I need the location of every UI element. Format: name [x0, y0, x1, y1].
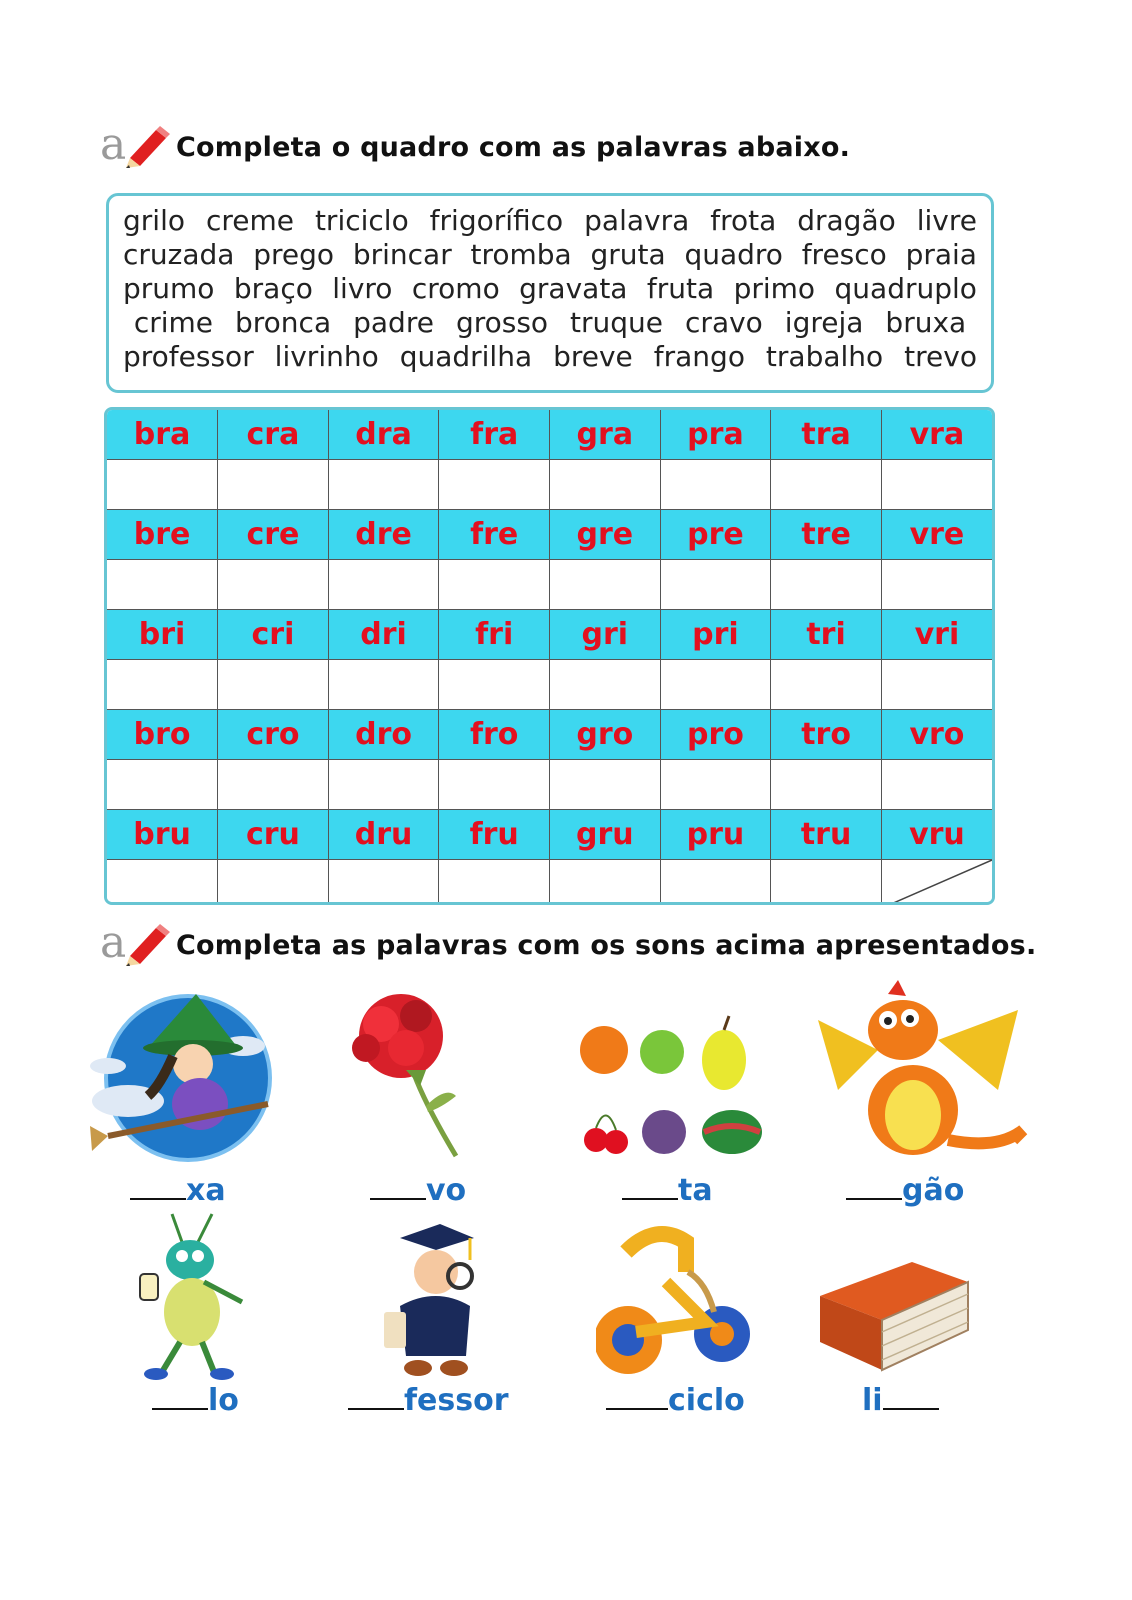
- syllable-cell: fro: [439, 710, 550, 760]
- answer-cell[interactable]: [439, 460, 550, 510]
- answer-row: [107, 660, 992, 710]
- word-line: [123, 272, 977, 306]
- answer-cell[interactable]: [881, 660, 992, 710]
- word-bank: [106, 193, 994, 393]
- fill-word-7: [606, 1383, 745, 1418]
- fill-word-3: [622, 1173, 713, 1208]
- word: professor: [123, 340, 254, 373]
- pencil-logo-icon: a: [100, 922, 172, 968]
- answer-cell[interactable]: [439, 560, 550, 610]
- answer-cell[interactable]: [107, 460, 218, 510]
- answer-cell[interactable]: [771, 660, 882, 710]
- instruction-2: [100, 917, 1037, 968]
- syllable-cell: tru: [771, 810, 882, 860]
- answer-cell[interactable]: [328, 860, 439, 906]
- instruction-1-text: Completa o quadro com as palavras abaixo.: [176, 131, 851, 163]
- syllable-cell: pro: [660, 710, 771, 760]
- syllable-cell: gra: [550, 410, 661, 460]
- blank-line[interactable]: [152, 1384, 208, 1410]
- answer-cell[interactable]: [328, 760, 439, 810]
- word: grosso: [455, 306, 549, 339]
- answer-cell[interactable]: [881, 460, 992, 510]
- instruction-2-text: Completa as palavras com os sons acima apresentados.: [176, 929, 1037, 961]
- syllable-cell: vru: [881, 810, 992, 860]
- syllable-cell: dru: [328, 810, 439, 860]
- word: trabalho: [765, 340, 884, 373]
- word: bronca: [235, 306, 332, 339]
- fill-word-8: [862, 1383, 939, 1418]
- syllable-cell: fri: [439, 610, 550, 660]
- syllable-cell: pre: [660, 510, 771, 560]
- answer-cell[interactable]: [218, 460, 329, 510]
- syllable-cell: tri: [771, 610, 882, 660]
- answer-cell[interactable]: [439, 860, 550, 906]
- answer-cell[interactable]: [107, 560, 218, 610]
- blank-line[interactable]: [348, 1384, 404, 1410]
- answer-cell[interactable]: [881, 760, 992, 810]
- syllable-row: [107, 710, 992, 760]
- word-line: [123, 238, 977, 272]
- word: gruta: [590, 238, 666, 271]
- syllable-cell: vro: [881, 710, 992, 760]
- folded-corner-icon: [882, 860, 992, 905]
- word-line: [123, 204, 977, 238]
- answer-cell[interactable]: [550, 760, 661, 810]
- red-carnation-icon: [336, 986, 476, 1161]
- blank-line[interactable]: [883, 1384, 939, 1410]
- answer-cell[interactable]: [439, 760, 550, 810]
- syllable-grid: [104, 407, 995, 905]
- professor-icon: [370, 1216, 490, 1381]
- answer-cell[interactable]: [550, 560, 661, 610]
- syllable-cell: gri: [550, 610, 661, 660]
- answer-cell[interactable]: [550, 660, 661, 710]
- word: prego: [253, 238, 335, 271]
- syllable-cell: vri: [881, 610, 992, 660]
- word: quadro: [684, 238, 783, 271]
- syllable-cell: cro: [218, 710, 329, 760]
- syllable-cell: vre: [881, 510, 992, 560]
- answer-cell[interactable]: [660, 560, 771, 610]
- book-icon: [812, 1256, 972, 1376]
- fill-word-1: [130, 1173, 226, 1208]
- syllable-cell: pra: [660, 410, 771, 460]
- syllable-row: [107, 510, 992, 560]
- word: crime: [133, 306, 213, 339]
- answer-cell[interactable]: [550, 860, 661, 906]
- syllable-cell: dre: [328, 510, 439, 560]
- word: frigorífico: [429, 204, 564, 237]
- word: creme: [205, 204, 294, 237]
- blank-line[interactable]: [622, 1174, 678, 1200]
- word: livrinho: [274, 340, 379, 373]
- answer-cell[interactable]: [660, 760, 771, 810]
- word-suffix: xa: [186, 1173, 226, 1208]
- syllable-row: [107, 610, 992, 660]
- word: frota: [710, 204, 777, 237]
- blank-line[interactable]: [606, 1384, 668, 1410]
- word: palavra: [584, 204, 690, 237]
- word: fresco: [801, 238, 887, 271]
- answer-row: [107, 760, 992, 810]
- tricycle-icon: [596, 1222, 754, 1382]
- word: gravata: [519, 272, 628, 305]
- word: cravo: [685, 306, 763, 339]
- word: fruta: [646, 272, 715, 305]
- answer-cell[interactable]: [881, 560, 992, 610]
- answer-cell[interactable]: [771, 560, 882, 610]
- word: padre: [353, 306, 434, 339]
- word-suffix: gão: [902, 1173, 965, 1208]
- answer-cell[interactable]: [107, 660, 218, 710]
- word: trevo: [904, 340, 977, 373]
- word: breve: [553, 340, 633, 373]
- word: livre: [916, 204, 977, 237]
- syllable-cell: bru: [107, 810, 218, 860]
- syllable-cell: fra: [439, 410, 550, 460]
- syllable-cell: bro: [107, 710, 218, 760]
- word-prefix: li: [862, 1383, 883, 1418]
- answer-cell[interactable]: [218, 860, 329, 906]
- answer-cell[interactable]: [771, 460, 882, 510]
- answer-cell[interactable]: [660, 860, 771, 906]
- word-suffix: fessor: [404, 1383, 509, 1418]
- word: brincar: [352, 238, 452, 271]
- answer-cell[interactable]: [771, 860, 882, 906]
- syllable-cell: cri: [218, 610, 329, 660]
- syllable-cell: gru: [550, 810, 661, 860]
- word: prumo: [123, 272, 215, 305]
- fill-word-2: [370, 1173, 466, 1208]
- answer-cell[interactable]: [218, 660, 329, 710]
- dragon-icon: [818, 980, 1028, 1175]
- witch-on-broom-icon: [88, 986, 283, 1166]
- answer-cell[interactable]: [107, 760, 218, 810]
- answer-cell[interactable]: [439, 660, 550, 710]
- syllable-cell: dro: [328, 710, 439, 760]
- word-line: [123, 340, 977, 374]
- word: frango: [653, 340, 745, 373]
- answer-row: [107, 560, 992, 610]
- syllable-cell: tra: [771, 410, 882, 460]
- word: igreja: [784, 306, 864, 339]
- answer-cell[interactable]: [771, 760, 882, 810]
- word: livro: [332, 272, 393, 305]
- word: quadruplo: [834, 272, 977, 305]
- word: cruzada: [123, 238, 235, 271]
- blank-line[interactable]: [370, 1174, 426, 1200]
- syllable-cell: tro: [771, 710, 882, 760]
- cricket-icon: [132, 1212, 252, 1382]
- answer-cell[interactable]: [218, 760, 329, 810]
- syllable-cell: gre: [550, 510, 661, 560]
- syllable-cell: dra: [328, 410, 439, 460]
- syllable-cell: fru: [439, 810, 550, 860]
- word: primo: [733, 272, 816, 305]
- pencil-logo-icon: a: [100, 124, 172, 170]
- blank-line[interactable]: [130, 1174, 186, 1200]
- instruction-1: [100, 119, 851, 170]
- word: cromo: [411, 272, 500, 305]
- answer-cell[interactable]: [218, 560, 329, 610]
- word: praia: [905, 238, 977, 271]
- word-suffix: ciclo: [668, 1383, 745, 1418]
- syllable-cell: pri: [660, 610, 771, 660]
- syllable-cell: vra: [881, 410, 992, 460]
- word: bruxa: [885, 306, 967, 339]
- syllable-cell: bre: [107, 510, 218, 560]
- word: braço: [233, 272, 313, 305]
- word-suffix: vo: [426, 1173, 467, 1208]
- blank-line[interactable]: [846, 1174, 902, 1200]
- word: dragão: [797, 204, 896, 237]
- fill-word-6: [348, 1383, 509, 1418]
- word: grilo: [123, 204, 185, 237]
- answer-cell[interactable]: [328, 460, 439, 510]
- word-suffix: lo: [208, 1383, 239, 1418]
- syllable-cell: pru: [660, 810, 771, 860]
- fruits-icon: [574, 1010, 769, 1160]
- syllable-cell: gro: [550, 710, 661, 760]
- syllable-cell: cre: [218, 510, 329, 560]
- syllable-cell: fre: [439, 510, 550, 560]
- fill-word-5: [152, 1383, 239, 1418]
- answer-row: [107, 460, 992, 510]
- word: tromba: [470, 238, 572, 271]
- answer-cell[interactable]: [107, 860, 218, 906]
- answer-cell[interactable]: [328, 560, 439, 610]
- answer-cell[interactable]: [660, 460, 771, 510]
- syllable-cell: bra: [107, 410, 218, 460]
- syllable-cell: bri: [107, 610, 218, 660]
- fill-word-4: [846, 1173, 964, 1208]
- answer-row: [107, 860, 992, 906]
- answer-cell[interactable]: [881, 860, 992, 906]
- word-line: [123, 306, 977, 340]
- answer-cell[interactable]: [660, 660, 771, 710]
- answer-cell[interactable]: [550, 460, 661, 510]
- syllable-cell: dri: [328, 610, 439, 660]
- answer-cell[interactable]: [328, 660, 439, 710]
- word: truque: [570, 306, 664, 339]
- word: triciclo: [314, 204, 409, 237]
- syllable-cell: tre: [771, 510, 882, 560]
- syllable-row: [107, 810, 992, 860]
- word: quadrilha: [399, 340, 533, 373]
- word-suffix: ta: [678, 1173, 713, 1208]
- syllable-cell: cra: [218, 410, 329, 460]
- syllable-row: [107, 410, 992, 460]
- syllable-cell: cru: [218, 810, 329, 860]
